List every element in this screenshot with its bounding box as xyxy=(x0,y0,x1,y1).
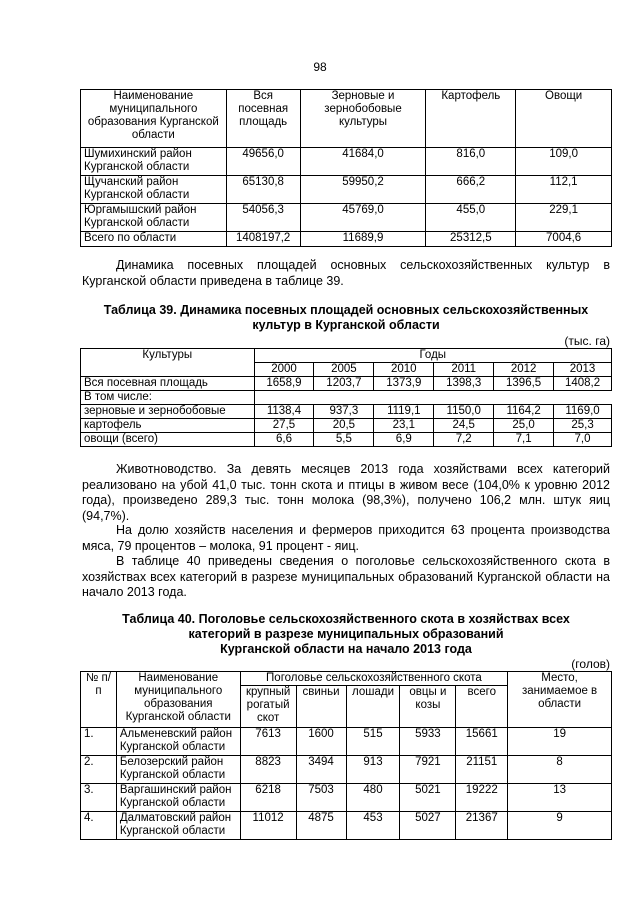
top-table-header-total: Вся посевная площадь xyxy=(226,90,300,148)
row-num: 4. xyxy=(81,812,117,840)
cell-empty xyxy=(254,391,611,405)
cell: 515 xyxy=(346,728,400,756)
cell-place: 13 xyxy=(508,784,612,812)
row-name: Юргамышский район Курганской области xyxy=(81,204,227,232)
table-row xyxy=(81,391,612,405)
table-row xyxy=(81,405,612,419)
cell-place: 8 xyxy=(508,756,612,784)
subheader-sheep: овцы и козы xyxy=(400,686,456,728)
cell: 5027 xyxy=(400,812,456,840)
table40-title-line3: Курганской области на начало 2013 года xyxy=(220,642,472,656)
cell: 1119,1 xyxy=(374,405,434,419)
cell: 21367 xyxy=(456,812,508,840)
cell: 59950,2 xyxy=(300,176,426,204)
cell: 1138,4 xyxy=(254,405,314,419)
top-table-header-name: Наименование муниципального образования Курганской области xyxy=(81,90,227,148)
cell: 21151 xyxy=(456,756,508,784)
cell: 1658,9 xyxy=(254,377,314,391)
table39-header-years: Годы xyxy=(254,349,611,363)
table-row xyxy=(81,433,612,447)
cell: 7613 xyxy=(240,728,296,756)
subheader-cattle: крупный рогатый скот xyxy=(240,686,296,728)
year-cell: 2010 xyxy=(374,363,434,377)
table-row xyxy=(81,812,612,840)
cell: 5933 xyxy=(400,728,456,756)
table-row xyxy=(81,728,612,756)
cell: 666,2 xyxy=(426,176,516,204)
cell: 1150,0 xyxy=(434,405,494,419)
row-name: Шумихинский район Курганской области xyxy=(81,148,227,176)
cell: 1169,0 xyxy=(554,405,612,419)
cell: 6,6 xyxy=(254,433,314,447)
cell: 49656,0 xyxy=(226,148,300,176)
row-label: зерновые и зернобобовые xyxy=(81,405,255,419)
cell: 11689,9 xyxy=(300,232,426,247)
cell: 480 xyxy=(346,784,400,812)
table39-header-row xyxy=(81,349,612,363)
cell: 1164,2 xyxy=(494,405,554,419)
paragraph-livestock xyxy=(82,462,610,524)
cell: 1373,9 xyxy=(374,377,434,391)
top-table xyxy=(80,89,612,247)
cell: 45769,0 xyxy=(300,204,426,232)
subheader-pigs: свиньи xyxy=(296,686,346,728)
cell: 3494 xyxy=(296,756,346,784)
cell: 7503 xyxy=(296,784,346,812)
cell: 11012 xyxy=(240,812,296,840)
row-label: Вся посевная площадь xyxy=(81,377,255,391)
row-name: Альменевский район Курганской области xyxy=(116,728,240,756)
table-row xyxy=(81,148,612,176)
cell: 65130,8 xyxy=(226,176,300,204)
table40-unit: (голов) xyxy=(571,657,610,671)
table39-title-line2: культур в Курганской области xyxy=(252,318,440,332)
cell: 5021 xyxy=(400,784,456,812)
row-name: Далматовский район Курганской области xyxy=(116,812,240,840)
cell: 7921 xyxy=(400,756,456,784)
row-name: Щучанский район Курганской области xyxy=(81,176,227,204)
paragraph-share xyxy=(82,523,610,554)
row-label: картофель xyxy=(81,419,255,433)
year-cell: 2013 xyxy=(554,363,612,377)
cell: 4875 xyxy=(296,812,346,840)
cell: 23,1 xyxy=(374,419,434,433)
cell: 453 xyxy=(346,812,400,840)
row-num: 1. xyxy=(81,728,117,756)
cell: 25312,5 xyxy=(426,232,516,247)
table-row-total xyxy=(81,232,612,247)
cell: 455,0 xyxy=(426,204,516,232)
cell: 1203,7 xyxy=(314,377,374,391)
cell: 25,0 xyxy=(494,419,554,433)
table-row xyxy=(81,784,612,812)
row-num: 2. xyxy=(81,756,117,784)
table40-header-num: № п/п xyxy=(81,672,117,728)
table40-header-row xyxy=(81,672,612,686)
top-table-header-grain: Зерновые и зернобобовые культуры xyxy=(300,90,426,148)
cell: 913 xyxy=(346,756,400,784)
row-name: Всего по области xyxy=(81,232,227,247)
table-row xyxy=(81,419,612,433)
cell: 5,5 xyxy=(314,433,374,447)
top-table-header-row xyxy=(81,90,612,148)
cell: 1600 xyxy=(296,728,346,756)
table-row xyxy=(81,377,612,391)
row-label: В том числе: xyxy=(81,391,255,405)
table40-title-line2: категорий в разрезе муниципальных образований xyxy=(188,627,504,641)
cell: 7,1 xyxy=(494,433,554,447)
cell: 1408,2 xyxy=(554,377,612,391)
cell-place: 19 xyxy=(508,728,612,756)
cell: 6218 xyxy=(240,784,296,812)
table39 xyxy=(80,348,612,447)
year-cell: 2000 xyxy=(254,363,314,377)
row-name: Белозерский район Курганской области xyxy=(116,756,240,784)
cell: 7,2 xyxy=(434,433,494,447)
paragraph-text: На долю хозяйств населения и фермеров приходится 63 процента производства мяса, 79 процентов – молока, 91 процент - яиц. xyxy=(82,523,610,553)
cell: 41684,0 xyxy=(300,148,426,176)
paragraph-table40-intro xyxy=(82,554,610,601)
year-cell: 2005 xyxy=(314,363,374,377)
cell: 8823 xyxy=(240,756,296,784)
paragraph-text: В таблице 40 приведены сведения о поголовье сельскохозяйственного скота в хозяйствах всех категорий в разрезе муниципальных образований Курганской области на начало 2013 года. xyxy=(82,554,610,599)
table39-title-line1: Таблица 39. Динамика посевных площадей основных сельскохозяйственных xyxy=(103,303,589,317)
cell: 1408197,2 xyxy=(226,232,300,247)
cell: 54056,3 xyxy=(226,204,300,232)
paragraph-text: Динамика посевных площадей основных сельскохозяйственных культур в Курганской области приведена в таблице 39. xyxy=(82,258,610,288)
cell: 937,3 xyxy=(314,405,374,419)
cell: 24,5 xyxy=(434,419,494,433)
cell: 112,1 xyxy=(516,176,612,204)
row-name: Варгашинский район Курганской области xyxy=(116,784,240,812)
row-label: овощи (всего) xyxy=(81,433,255,447)
cell: 15661 xyxy=(456,728,508,756)
table40-header-place: Место, занимаемое в области xyxy=(508,672,612,728)
cell: 7,0 xyxy=(554,433,612,447)
table-row xyxy=(81,756,612,784)
paragraph-dynamics xyxy=(82,258,610,289)
cell: 816,0 xyxy=(426,148,516,176)
page-number: 98 xyxy=(313,60,327,74)
table39-header-crops: Культуры xyxy=(81,349,255,377)
cell: 1396,5 xyxy=(494,377,554,391)
subheader-horses: лошади xyxy=(346,686,400,728)
top-table-header-veg: Овощи xyxy=(516,90,612,148)
row-num: 3. xyxy=(81,784,117,812)
table40-header-name: Наименование муниципального образования Курганской области xyxy=(116,672,240,728)
top-table-header-potato: Картофель xyxy=(426,90,516,148)
cell: 7004,6 xyxy=(516,232,612,247)
cell-place: 9 xyxy=(508,812,612,840)
table39-unit: (тыс. га) xyxy=(564,334,610,348)
paragraph-text: Животноводство. За девять месяцев 2013 года хозяйствами всех категорий реализовано на убой 41,0 тыс. тонн скота и птицы в живом весе (104,0% к уровню 2012 года), произведено 289,3 тыс. тонн молока (98,3%), получено 106,2 млн. штук яиц (94,7%). xyxy=(82,462,610,523)
cell: 19222 xyxy=(456,784,508,812)
cell: 229,1 xyxy=(516,204,612,232)
cell: 109,0 xyxy=(516,148,612,176)
table40 xyxy=(80,671,612,840)
cell: 6,9 xyxy=(374,433,434,447)
year-cell: 2012 xyxy=(494,363,554,377)
cell: 20,5 xyxy=(314,419,374,433)
year-cell: 2011 xyxy=(434,363,494,377)
subheader-total: всего xyxy=(456,686,508,728)
cell: 25,3 xyxy=(554,419,612,433)
cell: 1398,3 xyxy=(434,377,494,391)
cell: 27,5 xyxy=(254,419,314,433)
table-row xyxy=(81,176,612,204)
table40-title-line1: Таблица 40. Поголовье сельскохозяйственного скота в хозяйствах всех xyxy=(122,612,570,626)
table40-header-livestock: Поголовье сельскохозяйственного скота xyxy=(240,672,508,686)
table-row xyxy=(81,204,612,232)
